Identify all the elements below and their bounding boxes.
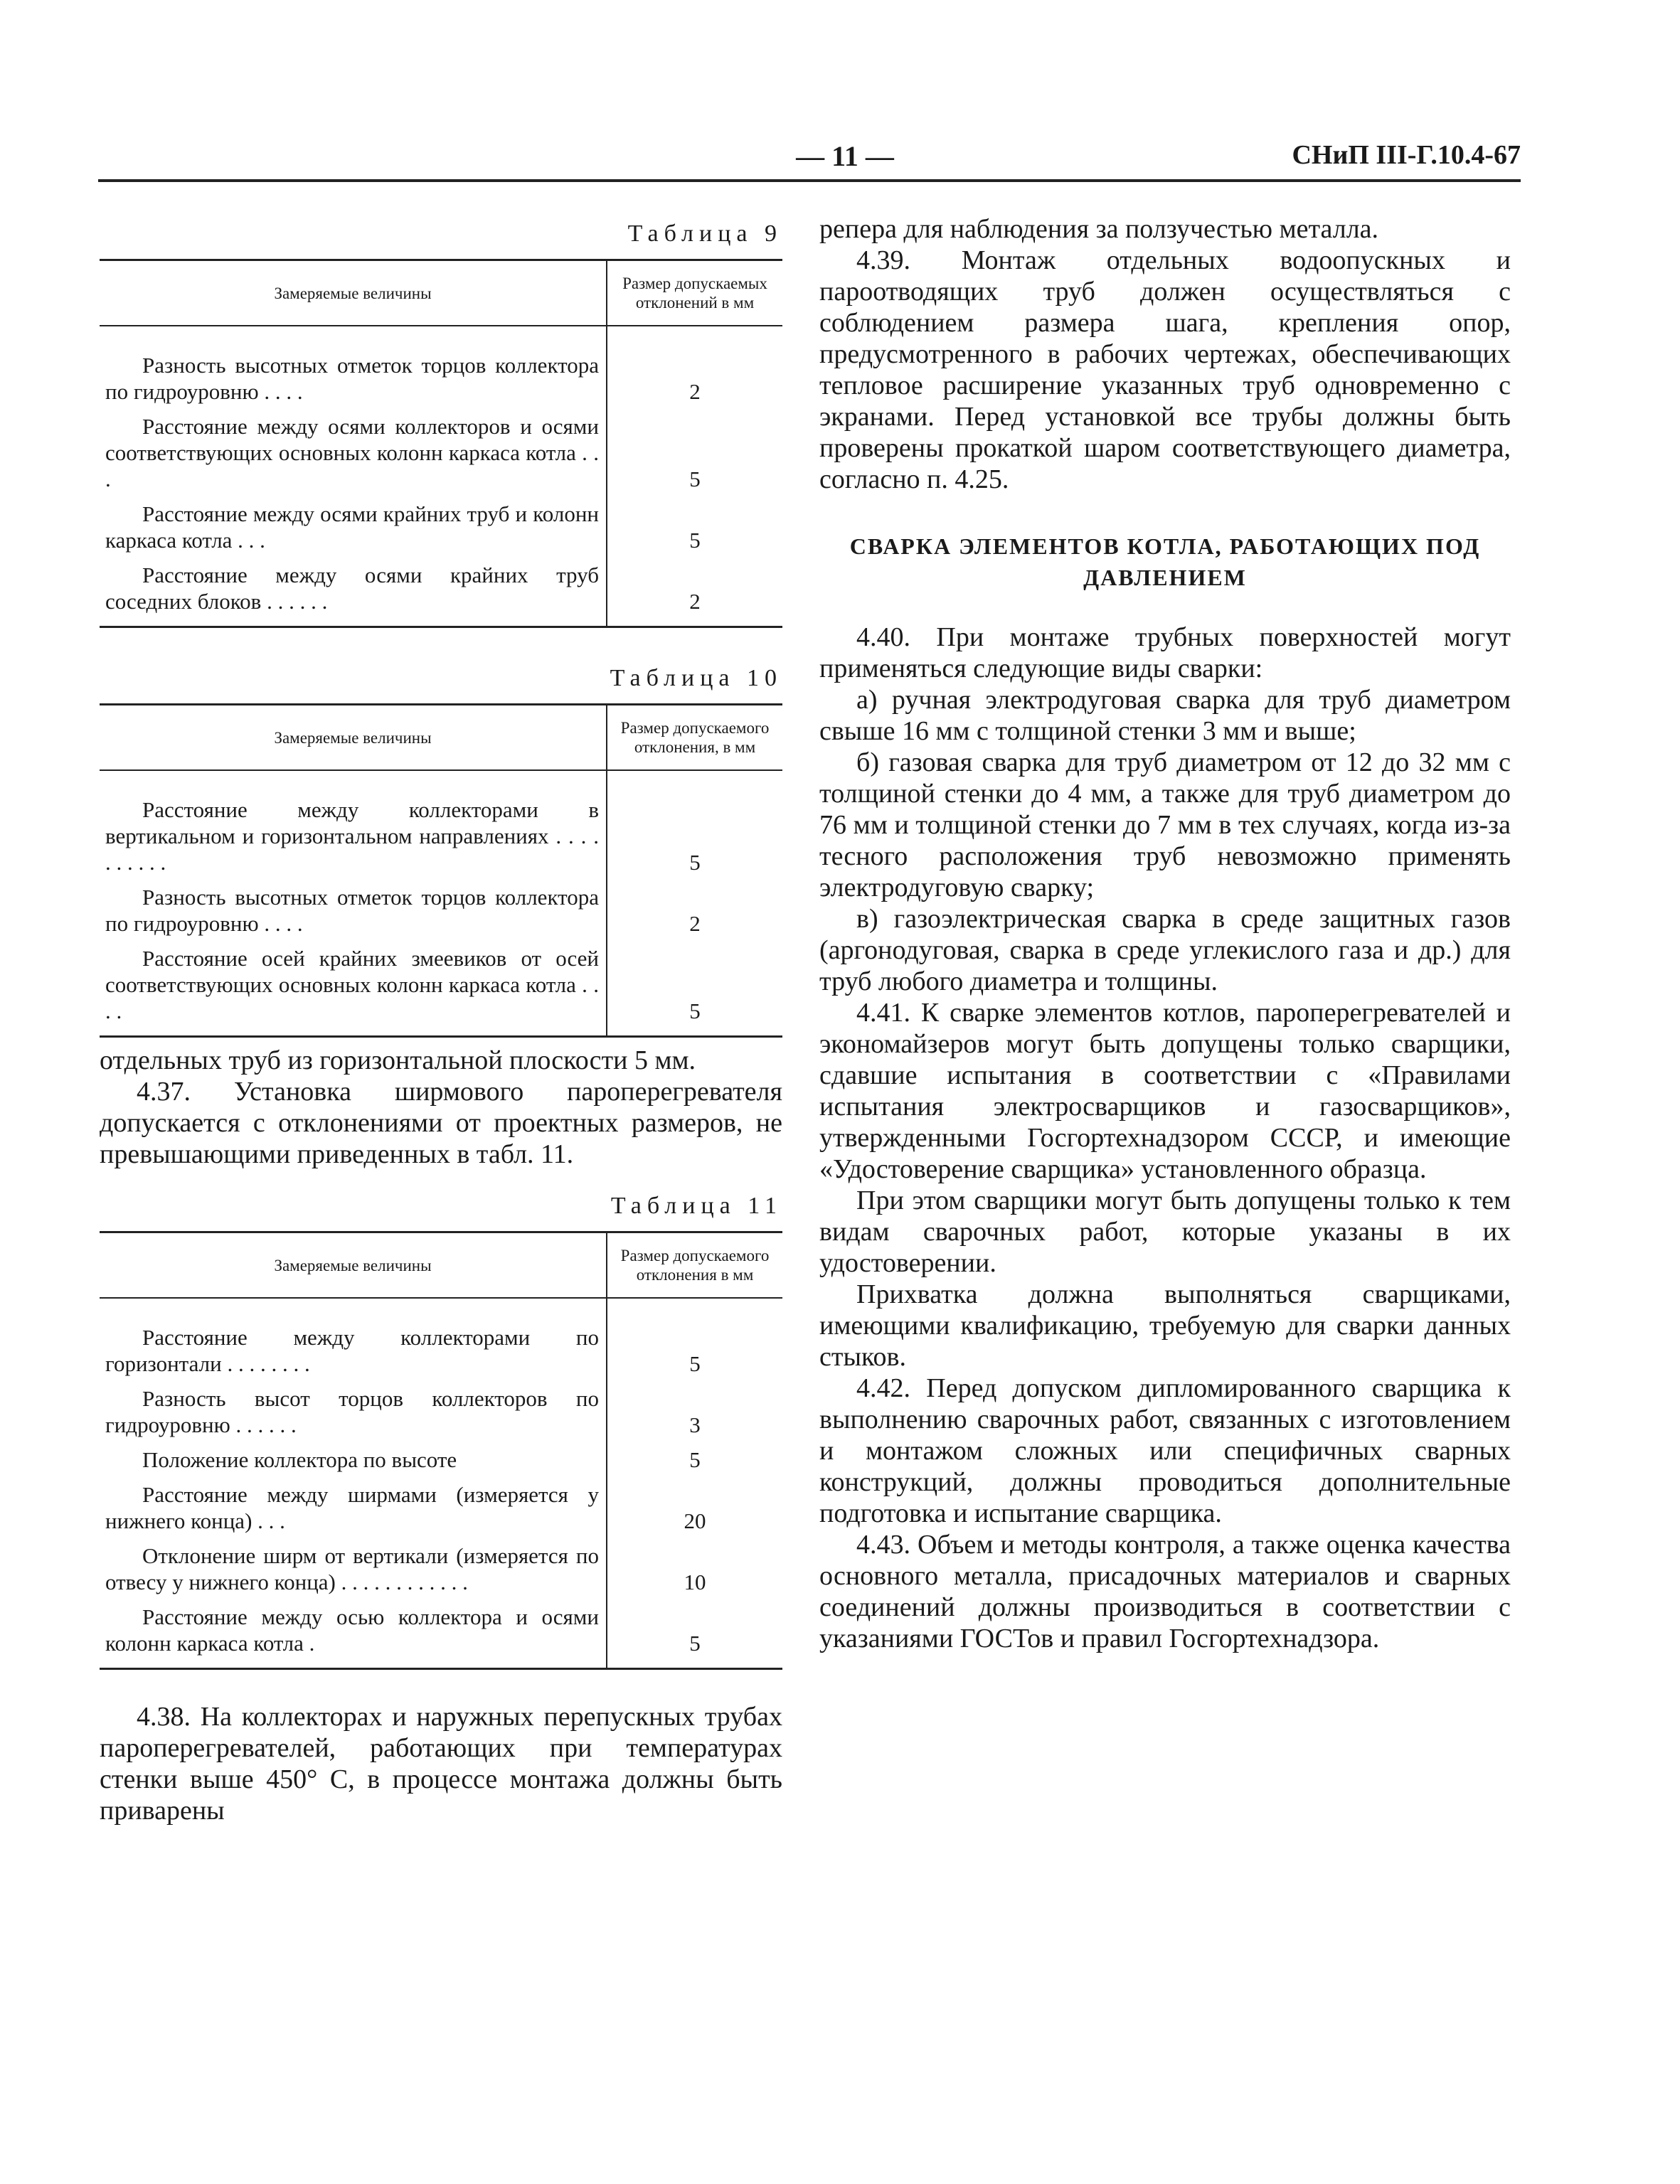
paragraph-4-40-c: в) газоэлектрическая сварка в среде защитных газов (аргонодуговая, сварка в среде углекислого газа и др.) для труб любого диаметра и толщины. (819, 904, 1511, 996)
table-cell-value: 5 (689, 1351, 701, 1376)
row-label: Разность высотных отметок торцов коллектора по гидроуровню . . . . (105, 353, 599, 404)
row-label: Расстояние между ширмами (измеряется у нижнего конца) . . . (105, 1482, 599, 1533)
right-column (819, 213, 1511, 1654)
table-cell-name (100, 1538, 607, 1599)
table-cell-name (100, 496, 607, 558)
table-row (100, 558, 782, 627)
table-cell-name (100, 409, 607, 496)
table-cell-name (100, 558, 607, 627)
table-cell-name (100, 1599, 607, 1669)
table-cell-value: 5 (607, 941, 782, 1037)
table-cell-name (100, 880, 607, 941)
paragraph-4-37: 4.37. Установка ширмового пароперегревателя допускается с отклонениями от проектных размеров, не превышающими приведенных в табл. 11. (100, 1077, 782, 1169)
table-row (100, 1298, 782, 1381)
table-cell-value: 10 (684, 1570, 706, 1594)
table10-col-header-2: Размер допускаемого отклонения, в мм (607, 705, 782, 771)
table-row (100, 1442, 782, 1477)
table-cell-value: 20 (684, 1508, 706, 1533)
table-row (100, 1599, 782, 1669)
table-cell-name (100, 1381, 607, 1442)
table-cell-value: 2 (689, 379, 701, 404)
table-cell-value: 5 (689, 467, 701, 491)
section-title: СВАРКА ЭЛЕМЕНТОВ КОТЛА, РАБОТАЮЩИХ ПОД ДАВЛЕНИЕМ (849, 533, 1481, 590)
table-row (100, 941, 782, 1037)
paragraph-continuation: отдельных труб из горизонтальной плоскости 5 мм. (100, 1045, 696, 1075)
row-label: Расстояние между осями коллекторов и осями соответствующих основных колонн каркаса котла . . . (105, 414, 599, 491)
row-label: Расстояние между осями крайних труб и колонн каркаса котла . . . (105, 501, 599, 553)
table-cell-value: 3 (689, 1412, 701, 1437)
table11-caption: Таблица 11 (610, 1193, 782, 1219)
table11-col-header-2: Размер допускаемого отклонения в мм (607, 1232, 782, 1299)
row-label: Расстояние между осью коллектора и осями колонн каркаса котла . (105, 1604, 599, 1656)
row-label: Положение коллектора по высоте (142, 1447, 457, 1472)
table9-caption: Таблица 9 (627, 220, 782, 247)
table-11 (100, 1231, 782, 1670)
table-cell-name (100, 326, 607, 409)
row-label: Расстояние осей крайних змеевиков от осей соответствующих основных колонн каркаса котла . . . . (105, 946, 599, 1023)
table-cell-value: 5 (607, 1599, 782, 1669)
paragraph-4-40-b: б) газовая сварка для труб диаметром от 12 до 32 мм с толщиной стенки до 4 мм, а также для труб диаметром до 76 мм и толщиной стенки до 7 мм в тех случаях, когда из-за тесного расположения труб невозможно применять электродуговую сварку; (819, 747, 1511, 902)
table-cell-name (100, 770, 607, 880)
table-cell-value: 5 (689, 850, 701, 875)
table-cell-value: 5 (689, 528, 701, 553)
paragraph-4-41-c: Прихватка должна выполняться сварщиками, имеющими квалификацию, требуемую для сварки данных стыков. (819, 1279, 1511, 1372)
page-header (98, 139, 1521, 182)
table10-caption: Таблица 10 (610, 665, 782, 691)
row-label: Разность высотных отметок торцов коллектора по гидроуровню . . . . (105, 885, 599, 936)
table-cell-value: 2 (607, 558, 782, 627)
table-cell-value: 5 (689, 1447, 701, 1472)
table-row (100, 496, 782, 558)
table-row (100, 1538, 782, 1599)
table-cell-name (100, 1298, 607, 1381)
table-cell-name (100, 1442, 607, 1477)
paragraph-4-38: 4.38. На коллекторах и наружных перепускных трубах пароперегревателей, работающих при температурах стенки выше 450° С, в процессе монтажа должны быть приварены (100, 1702, 782, 1826)
table-cell-value: 2 (689, 911, 701, 936)
row-label: Разность высот торцов коллекторов по гидроуровню . . . . . . (105, 1386, 599, 1437)
left-column (100, 213, 782, 1826)
header-rule (98, 179, 1521, 182)
table9-col-header-1: Замеряемые величины (100, 260, 607, 326)
table10-col-header-1: Замеряемые величины (100, 705, 607, 771)
table-cell-name (100, 941, 607, 1037)
table-row (100, 1477, 782, 1538)
paragraph-4-40-a: а) ручная электродуговая сварка для труб диаметром свыше 16 мм с толщиной стенки 3 мм и выше; (819, 685, 1511, 746)
table-row (100, 409, 782, 496)
table-row (100, 1381, 782, 1442)
row-label: Отклонение ширм от вертикали (измеряется по отвесу у нижнего конца) . . . . . . . . . . . . (105, 1543, 599, 1594)
table-cell-name (100, 1477, 607, 1538)
paragraph-4-41-b: При этом сварщики могут быть допущены только к тем видам сварочных работ, которые указаны в их удостоверении. (819, 1186, 1511, 1278)
row-label: Расстояние между коллекторами в вертикальном и горизонтальном направлениях . . . . . . . . . . (105, 797, 599, 875)
table-10 (100, 703, 782, 1038)
page-number: — 11 — (796, 140, 894, 172)
paragraph-4-43: 4.43. Объем и методы контроля, а также оценка качества основного металла, присадочных материалов и сварных соединений должны производиться в соответствии с указаниями ГОСТов и правил Госгортехнадзора. (819, 1530, 1511, 1653)
table-9 (100, 259, 782, 628)
paragraph-4-40: 4.40. При монтаже трубных поверхностей могут применяться следующие виды сварки: (819, 622, 1511, 683)
table11-col-header-1: Замеряемые величины (100, 1232, 607, 1299)
row-label: Расстояние между коллекторами по горизонтали . . . . . . . . (105, 1325, 599, 1376)
table-row (100, 770, 782, 880)
paragraph-4-41: 4.41. К сварке элементов котлов, пароперегревателей и экономайзеров могут быть допущены только сварщики, сдавшие испытания в соответствии с «Правилами испытания электросварщиков и газосварщиков», утвержденными Госгортехнадзором СССР, и имеющие «Удостоверение сварщика» установленного образца. (819, 998, 1511, 1184)
table9-col-header-2: Размер допускаемых отклонений в мм (607, 260, 782, 326)
table-row (100, 326, 782, 409)
paragraph-4-39: 4.39. Монтаж отдельных водоопускных и пароотводящих труб должен осуществляться с соблюдением размера шага, крепления опор, предусмотренного в рабочих чертежах, обеспечивающих тепловое расширение указанных труб одновременно с экранами. Перед установкой все трубы должны быть проверены прокаткой шаром соответствующего диаметра, согласно п. 4.25. (819, 245, 1511, 494)
paragraph-4-42: 4.42. Перед допуском дипломированного сварщика к выполнению сварочных работ, связанных с изготовлением и монтажом сложных или специфичных сварных конструкций, должны проводиться дополнительные подготовка и испытание сварщика. (819, 1373, 1511, 1528)
paragraph-continuation-right: репера для наблюдения за ползучестью металла. (819, 214, 1379, 244)
table-row (100, 880, 782, 941)
row-label: Расстояние между осями крайних труб соседних блоков . . . . . . (105, 563, 599, 614)
document-code: СНиП III-Г.10.4-67 (1292, 140, 1521, 170)
